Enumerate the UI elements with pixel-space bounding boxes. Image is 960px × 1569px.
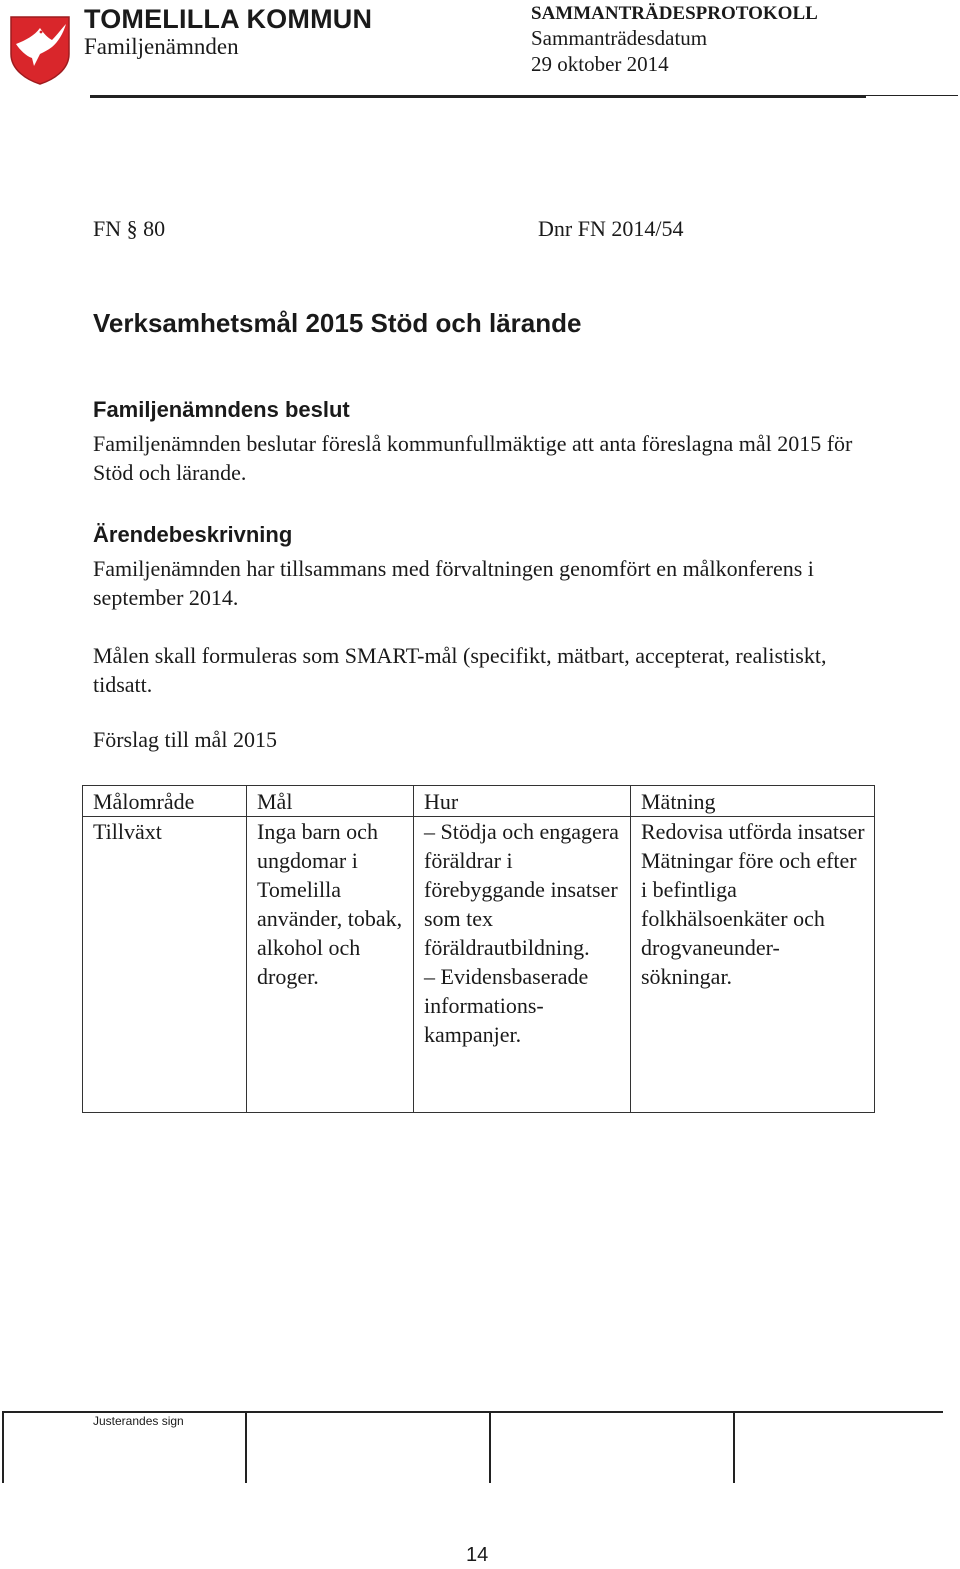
signature-box-border (733, 1413, 735, 1483)
paragraph-reference: FN § 80 (93, 216, 166, 241)
header-divider-thick (90, 96, 866, 98)
organization-name: TOMELILLA KOMMUN (84, 4, 373, 34)
protocol-title: SAMMANTRÄDESPROTOKOLL (531, 3, 818, 24)
cell-area: Tillväxt (83, 817, 247, 1113)
page-number: 14 (466, 1544, 489, 1566)
meeting-date: 29 oktober 2014 (531, 52, 669, 76)
column-header-measurement: Mätning (631, 786, 875, 817)
how-item: – Stödja och engagera föräldrar i förebyggande insatser som tex föräldrautbildning. (424, 819, 619, 960)
signature-box-border (245, 1413, 247, 1483)
signature-label: Justerandes sign (93, 1414, 184, 1428)
measurement-item: Mätningar före och efter i befintliga folkhälsoenkäter och drogvaneunder-sökningar. (641, 848, 857, 989)
cell-measurement (631, 817, 875, 1113)
decision-text: Familjenämnden beslutar föreslå kommunfullmäktige att anta föreslagna mål 2015 för Stöd och lärande. (93, 431, 853, 485)
cell-goal: Inga barn och ungdomar i Tomelilla använder, tobak, alkohol och droger. (247, 817, 414, 1113)
decision-heading: Familjenämndens beslut (93, 397, 350, 422)
column-header-goal: Mål (247, 786, 414, 817)
footer-divider (2, 1411, 943, 1413)
meeting-date-label: Sammanträdesdatum (531, 26, 708, 50)
table-row (83, 817, 875, 1113)
organization-unit: Familjenämnden (84, 34, 239, 59)
smart-goals-text: Målen skall formuleras som SMART-mål (specifikt, mätbart, accepterat, realistiskt, tidsatt. (93, 643, 827, 697)
measurement-item: Redovisa utförda insatser (641, 819, 865, 844)
goals-table (82, 785, 875, 1113)
how-item: – Evidensbaserade informations-kampanjer. (424, 964, 589, 1047)
case-description-text: Familjenämnden har tillsammans med förvaltningen genomfört en målkonferens i september 2014. (93, 556, 814, 610)
cell-how (414, 817, 631, 1113)
document-title: Verksamhetsmål 2015 Stöd och lärande (93, 308, 582, 338)
column-header-how: Hur (414, 786, 631, 817)
signature-box-border (2, 1413, 4, 1483)
proposal-label: Förslag till mål 2015 (93, 727, 277, 752)
coat-of-arms-bird-icon (8, 14, 72, 86)
signature-box-border (489, 1413, 491, 1483)
diary-number: Dnr FN 2014/54 (538, 216, 684, 241)
column-header-area: Målområde (83, 786, 247, 817)
table-header-row (83, 786, 875, 817)
case-description-heading: Ärendebeskrivning (93, 522, 293, 547)
